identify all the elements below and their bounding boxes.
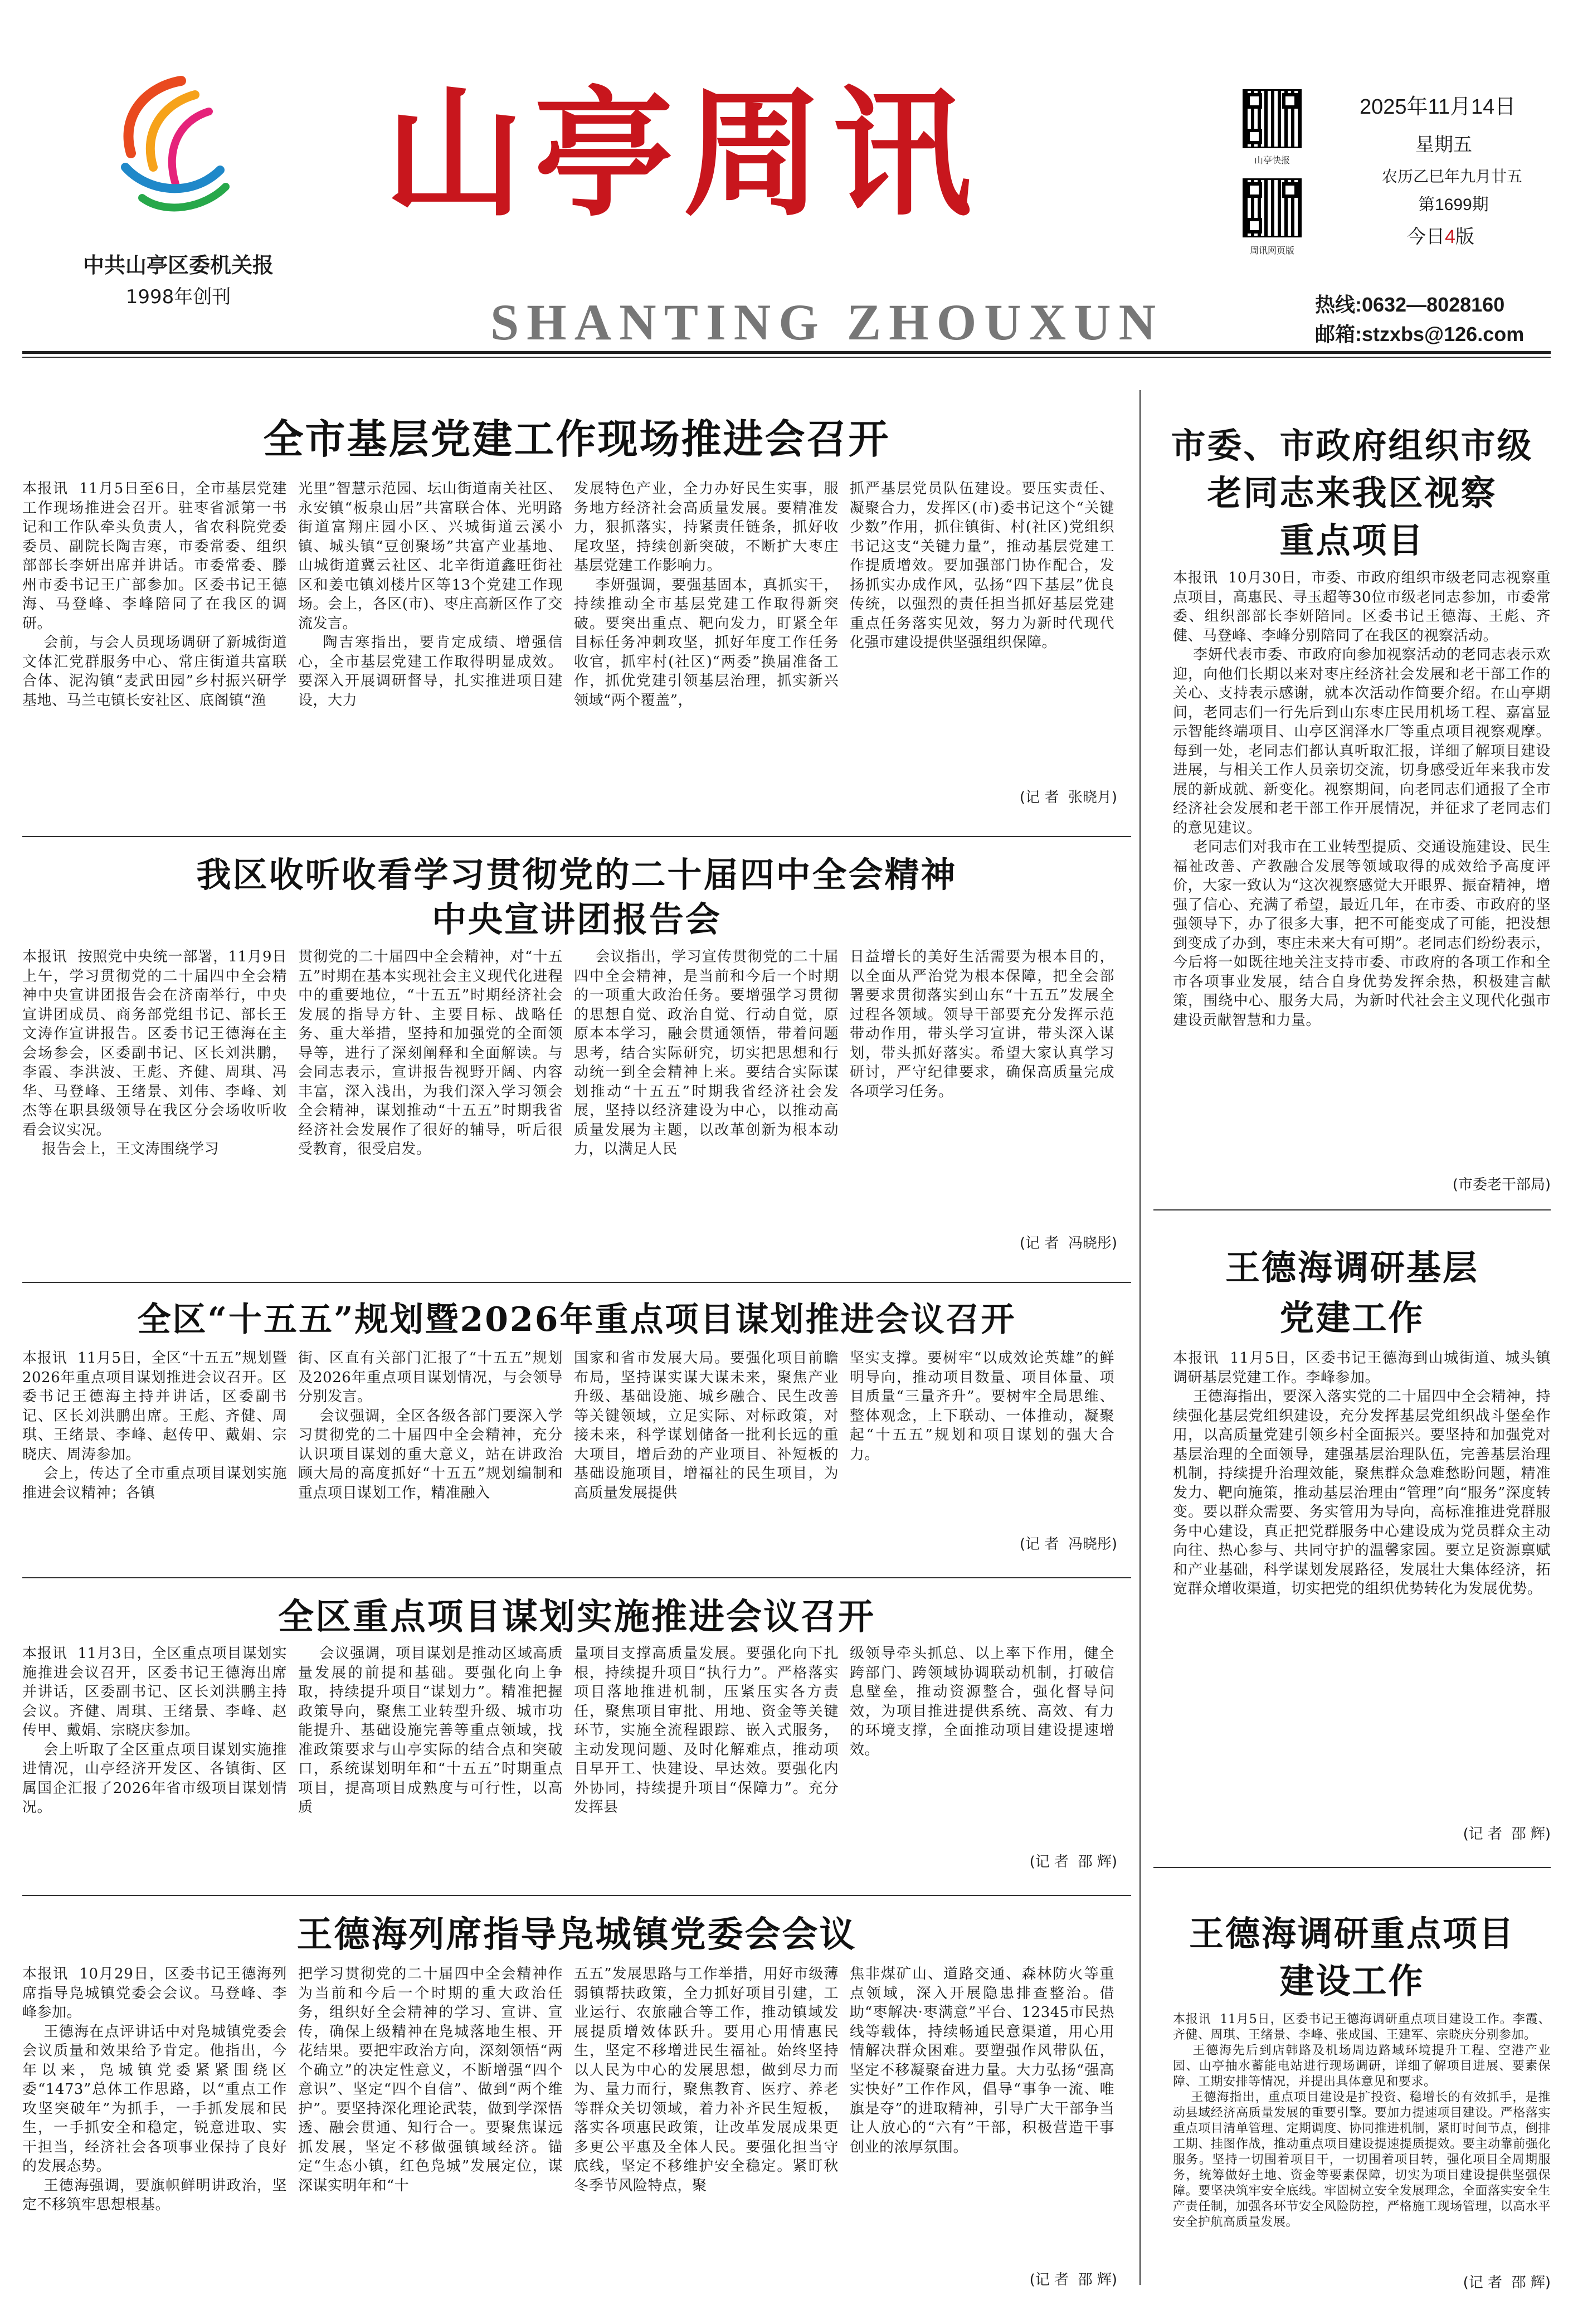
article-column: 发展特色产业，全力办好民生实事，服务地方经济社会高质量发展。要精准发力，狠抓落实，持紧责任链条，抓好收尾攻坚，持续创新突破，不断扩大枣庄基层党建工作影响力。 李妍强调，要强基固本，真抓实干，持续推动全市基层党建工作取得新突破。要突出重点、靶向发力，盯紧全年目标任务冲刺攻坚，抓好年度工作任务收官，抓牢村(社区)“两委”换届准备工作，抓优党建引领基层治理，抓实新兴领域“两个覆盖”，: [574, 480, 839, 709]
section-divider: [22, 1895, 1131, 1896]
section-divider: [22, 1282, 1131, 1283]
section-divider: [22, 1577, 1131, 1578]
article-column: 本报讯 10月29日，区委书记王德海列席指导凫城镇党委会会议。马登峰、李峰参加。 王德海在点评讲话中对凫城镇党委会会议质量和效果给予肯定。他指出，今年以来，凫城镇党委紧紧围绕区委“1473”总体工作思路，以“重点工作攻坚突破年”为抓手，一手抓发展和民生，一手抓安全和稳定，锐意进取、实干担当，经济社会各项事业保持了良好的发展态势。 王德海强调，要旗帜鲜明讲政治，坚定不移筑牢思想根基。: [22, 1966, 287, 2213]
email: 邮箱:stzxbs@126.com: [1315, 323, 1525, 346]
article-headline: 王德海列席指导凫城镇党委会会议: [296, 1914, 857, 1956]
article-column: 本报讯 11月5日，全区“十五五”规划暨2026年重点项目谋划推进会议召开。区委书记王德海主持并讲话，区委副书记、区长刘洪鹏出席。王彪、齐健、周琪、王绪景、李峰、赵传甲、戴娟、宗晓庆、周涛参加。 会上，传达了全市重点项目谋划实施推进会议精神；各镇: [22, 1350, 287, 1501]
page-count-prefix: 今日: [1407, 226, 1445, 247]
article-headline: 王德海调研重点项目: [1189, 1913, 1515, 1954]
article-headline: 市委、市政府组织市级: [1171, 425, 1533, 466]
masthead-title: 山亭周讯: [384, 71, 982, 235]
founded-year: 1998年创刊: [125, 286, 231, 308]
article-column: 本报讯 11月5日，区委书记王德海调研重点项目建设工作。李霞、齐健、周琪、王绪景、李峰、张成国、王建军、宗晓庆分别参加。 王德海先后到店韩路及机场周边路域环境提升工程、空港产业园、山亭抽水蓄能电站进行现场调研，详细了解项目进展、要素保障、工期安排等情况，并提出具体意见和要求。 王德海指出，重点项目建设是扩投资、稳增长的有效抓手，是推动县域经济高质量发展的重要引擎。要加力提速项目建设。严格落实重点项目清单管理、定期调度、协同推进机制，紧盯时间节点，倒排工期、挂图作战，推动重点项目建设提速提质提效。要主动靠前强化服务。坚持一切围着项目干，一切围着项目转，强化项目全周期服务，统筹做好土地、资金等要素保障，切实为项目建设提供坚强保障。要坚决筑牢安全底线。牢固树立安全发展理念，全面落实安全生产责任制，加强各环节安全风险防控，严格施工现场管理，以高水平安全护航高质量发展。: [1173, 2012, 1551, 2229]
article-column: 本报讯 11月5日，区委书记王德海到山城街道、城头镇调研基层党建工作。李峰参加。 王德海指出，要深入落实党的二十届四中全会精神，持续强化基层党组织建设，充分发挥基层党组织战斗堡垒作用，以高质量党建引领乡村全面振兴。要坚持和加强党对基层治理的全面领导，建强基层治理队伍，完善基层治理机制，持续提升治理效能，聚焦群众急难愁盼问题，精准发力、靶向施策，推动基层治理由“管理”向“服务”深度转变。要以群众需要、务实管用为导向，高标准推进党群服务中心建设，真正把党群服务中心建设成为党员群众主动向往、热心参与、共同守护的温馨家园。要立足资源禀赋和产业基础，科学谋划发展路径，发展壮大集体经济，拓宽群众增收渠道，切实把党的组织优势转化为发展优势。: [1173, 1350, 1551, 1597]
article-column: 会议强调，项目谋划是推动区域高质量发展的前提和基础。要强化向上争取，持续提升项目“谋划力”。精准把握政策导向，聚焦工业转型升级、城市功能提升、基础设施完善等重点领域，找准政策要求与山亭实际的结合点和突破口，系统谋划明年和“十五五”时期重点项目，提高项目成熟度与可行性，以高质: [298, 1645, 563, 1816]
article-column: 日益增长的美好生活需要为根本目的，以全面从严治党为根本保障，把全会部署要求贯彻落实到山东“十五五”发展全过程各领域。领导干部要充分发挥示范带动作用，带头学习宣讲，带头深入谋划，带头抓好落实。希望大家认真学习研讨，严守纪律要求，确保高质量完成各项学习任务。: [850, 949, 1114, 1100]
issue-number: 第1699期: [1418, 196, 1489, 214]
header-rule: [22, 351, 1551, 354]
article-subheadline: 中央宣讲团报告会: [431, 899, 722, 940]
article-headline: 全区重点项目谋划实施推进会议召开: [278, 1596, 875, 1638]
article-headline: 全市基层党建工作现场推进会召开: [263, 415, 890, 463]
weekday: 星期五: [1415, 134, 1472, 155]
page-count-suffix: 版: [1455, 226, 1474, 247]
article-column: 抓严基层党员队伍建设。要压实责任、凝聚合力，发挥区(市)委书记这个“关键少数”作用，抓住镇街、村(社区)党组织书记这支“关键力量”，推动基层党建工作提质增效。要加强部门协作配合，发扬抓实办成作风，弘扬“四下基层”优良传统，以强烈的责任担当抓好基层党建重点任务落实见效，努力为新时代现代化强市建设提供坚强组织保障。: [850, 480, 1114, 651]
qr-label: 山亭快报: [1254, 155, 1290, 166]
article-column: 量项目支撑高质量发展。要强化向下扎根，持续提升项目“执行力”。严格落实项目落地推进机制，压紧压实各方责任，聚焦项目审批、用地、资金等关键环节，实施全流程跟踪、嵌入式服务，主动发现问题、及时化解难点，推动项目早开工、快建设、早达效。要强化内外协同，持续提升项目“保障力”。充分发挥县: [574, 1645, 839, 1816]
article-column: 本报讯 按照党中央统一部署，11月9日上午，学习贯彻党的二十届四中全会精神中央宣讲团报告会在济南举行，中央宣讲团成员、商务部党组书记、部长王文涛作宣讲报告。区委书记王德海在主会场参会，区委副书记、区长刘洪鹏，李霞、李洪波、王彪、齐健、周琪、冯华、马登峰、王绪景、刘伟、李峰、刘杰等在职县级领导在我区分会场收听收看会议实况。 报告会上，王文涛围绕学习: [22, 949, 287, 1158]
masthead-pinyin: SHANTING ZHOUXUN: [490, 294, 1164, 351]
article-column: 焦非煤矿山、道路交通、森林防火等重点领域，深入开展隐患排查整治。借助“枣解决·枣满意”平台、12345市民热线等载体，持续畅通民意渠道，用心用情解决群众困难。要塑强作风带队伍，坚定不移凝聚奋进力量。大力弘扬“强高实快好”工作作风，倡导“事争一流、唯旗是夺”的进取精神，引导广大干部争当让人放心的“六有”干部，积极营造干事创业的浓厚氛围。: [850, 1966, 1114, 2156]
article-column: 把学习贯彻党的二十届四中全会精神作为当前和今后一个时期的重大政治任务，组织好全会精神的学习、宣讲、宣传，确保上级精神在凫城落地生根、开花结果。要把牢政治方向，深刻领悟“两个确立”的决定性意义，不断增强“四个意识”、坚定“四个自信”、做到“两个维护”。要坚持深化理论武装，做到学深悟透、融会贯通、知行合一。要聚焦谋远抓发展，坚定不移做强镇域经济。锚定“生态小镇，红色凫城”发展定位，谋深谋实明年和“十: [298, 1966, 563, 2194]
article-reporter: (记 者 邵 辉): [1463, 1826, 1551, 1842]
article-headline: 王德海调研基层: [1225, 1247, 1479, 1288]
article-column: 级领导牵头抓总、以上率下作用，健全跨部门、跨领域协调联动机制，打破信息壁垒，推动资源整合，强化督导问效，为项目推进提供系统、高效、有力的环境支撑，全面推动项目建设提速增效。: [850, 1645, 1114, 1758]
logo: [98, 64, 242, 231]
article-reporter: (记 者 冯晓彤): [1019, 1235, 1117, 1252]
header-rule-thin: [22, 357, 1551, 358]
article-subheadline: 建设工作: [1279, 1961, 1425, 2001]
article-column: 贯彻党的二十届四中全会精神，对“十五五”时期在基本实现社会主义现代化进程中的重要地位，“十五五”时期经济社会发展的指导方针、主要目标、战略任务、重大举措，坚持和加强党的全面领导等，进行了深刻阐释和全面解读。与会同志表示，宣讲报告视野开阔、内容丰富，深入浅出，为我们深入学习领会全会精神，谋划推动“十五五”时期我省经济社会发展作了很好的辅导，听后很受教育，很受启发。: [298, 949, 563, 1158]
article-column: 本报讯 10月30日，市委、市政府组织市级老同志视察重点项目，高惠民、寻玉超等30位市级老同志参加，市委常委、组织部部长李妍陪同。区委书记王德海、王彪、齐健、马登峰、李峰分别陪同了在我区的视察活动。 李妍代表市委、市政府向参加视察活动的老同志表示欢迎，向他们长期以来对枣庄经济社会发展和老干部工作的关心、支持表示感谢，就本次活动作简要介绍。在山亭期间，老同志们一行先后到山东枣庄民用机场工程、嘉富显示智能终端项目、山亭区润泽水厂等重点项目视察观摩。每到一处，老同志们都认真听取汇报，详细了解项目建设进展，与相关工作人员亲切交流，切身感受近年来我市发展的新成就、新变化。视察期间，向老同志们通报了全市经济社会发展和老干部工作开展情况，并征求了老同志们的意见建议。 老同志们对我市在工业转型提质、交通设施建设、民生福祉改善、产教融合发展等领域取得的成效给予高度评价，大家一致认为“这次视察感觉大开眼界、振奋精神，增强了信心、充满了希望，最近几年，在市委、市政府的坚强领导下，办了很多大事，把不可能变成了可能，把没想到变成了办到，枣庄未来大有可期”。老同志们纷纷表示，今后将一如既往地关注支持市委、市政府的各项工作和全市各项事业发展，结合自身优势发挥余热，积极建言献策，围绕中心、服务大局，为新时代社会主义现代化强市建设贡献智慧和力量。: [1173, 570, 1551, 1029]
qr-code-icon[interactable]: [1243, 178, 1302, 237]
logo-caption: 中共山亭区委机关报: [82, 253, 274, 278]
article-reporter: (市委老干部局): [1452, 1176, 1551, 1193]
qr-code-icon[interactable]: [1243, 89, 1302, 148]
article-headline: 我区收听收看学习贯彻党的二十届四中全会精神: [196, 854, 957, 895]
article-column: 国家和省市发展大局。要强化项目前瞻布局，坚持谋实谋大谋未来，聚焦产业升级、基础设施、城乡融合、民生改善等关键领域，立足实际、对标政策，对接未来，科学谋划储备一批利长远的重大项目，增后劲的产业项目、补短板的基础设施项目，增福社的民生项目，为高质量发展提供: [574, 1350, 839, 1501]
page-count-number: 4: [1445, 226, 1455, 247]
issue-date: 2025年11月14日: [1360, 95, 1516, 119]
article-reporter: (记 者 邵 辉): [1029, 2272, 1117, 2288]
logo-icon: [98, 64, 242, 231]
page-count: [1407, 226, 1474, 249]
article-column: 本报讯 11月3日，全区重点项目谋划实施推进会议召开，区委书记王德海出席并讲话，区委副书记、区长刘洪鹏主持会议。齐健、周琪、王绪景、李峰、赵传甲、戴娟、宗晓庆参加。 会上听取了全区重点项目谋划实施推进情况，山亭经济开发区、各镇街、区属国企汇报了2026年省市级项目谋划情况。: [22, 1645, 287, 1816]
article-subheadline: 重点项目: [1279, 520, 1425, 561]
article-column: 会议指出，学习宣传贯彻党的二十届四中全会精神，是当前和今后一个时期的一项重大政治任务。要增强学习贯彻的思想自觉、政治自觉、行动自觉，原原本本学习，融会贯通领悟，带着问题思考，结合实际研究，切实把思想和行动统一到全会精神上来。要结合实际谋划推动“十五五”时期我省经济社会发展，坚持以经济建设为中心，以推动高质量发展为主题，以改革创新为根本动力，以满足人民: [574, 949, 839, 1158]
article-reporter: (记 者 冯晓彤): [1019, 1536, 1117, 1553]
article-column: 五五”发展思路与工作举措，用好市级薄弱镇帮扶政策，全力抓好项目引建，工业运行、农旅融合等工作，推动镇域发展提质增效体跃升。要用心用情惠民生，坚定不移增进民生福祉。始终坚持以人民为中心的发展思想，做到尽力而为、量力而行，聚焦教育、医疗、养老等群众关切领域，着力补齐民生短板，落实各项惠民政策，让改革发展成果更多更公平惠及全体人民。要强化担当守底线，坚定不移维护安全稳定。紧盯秋冬季节风险特点，聚: [574, 1966, 839, 2194]
section-divider: [22, 836, 1131, 837]
article-subheadline: 老同志来我区视察: [1207, 473, 1497, 513]
qr-label: 周讯网页版: [1249, 245, 1294, 256]
article-column: 街、区直有关部门汇报了“十五五”规划及2026年重点项目谋划情况，与会领导分别发言。 会议强调，全区各级各部门要深入学习贯彻党的二十届四中全会精神，充分认识项目谋划的重大意义，站在讲政治顾大局的高度抓好“十五五”规划编制和重点项目谋划工作，精准融入: [298, 1350, 563, 1501]
section-divider: [1153, 1867, 1551, 1868]
article-column: 坚实支撑。要树牢“以成效论英雄”的鲜明导向，推动项目数量、项目体量、项目质量“三量齐升”。要树牢全局思维、整体观念，上下联动、一体推动，凝聚起“十五五”规划和项目谋划的强大合力。: [850, 1350, 1114, 1463]
article-subheadline: 党建工作: [1279, 1297, 1425, 1338]
lunar-date: 农历乙巳年九月廿五: [1382, 168, 1523, 185]
article-column: 本报讯 11月5日至6日，全市基层党建工作现场推进会召开。驻枣省派第一书记和工作队牵头负责人，省农科院党委委员、副院长陶吉寒，市委常委、组织部部长李妍出席并讲话。市委常委、滕州市委书记王广部参加。区委书记王德海、马登峰、李峰陪同了在我区的调研。 会前，与会人员现场调研了新城街道文体汇党群服务中心、常庄街道共富联合体、泥沟镇“麦武田园”乡村振兴研学基地、马兰屯镇长安社区、底阁镇“渔: [22, 480, 287, 709]
article-reporter: (记 者 张晓月): [1019, 789, 1117, 806]
article-column: 光里”智慧示范园、坛山街道南关社区、永安镇“板泉山居”共富联合体、光明路街道富翔庄园小区、兴城街道云溪小镇、城头镇“豆创聚场”共富产业基地、山城街道冀云社区、北辛街道鑫旺街社区和姜屯镇刘楼片区等13个党建工作现场。会上，各区(市)、枣庄高新区作了交流发言。 陶吉寒指出，要肯定成绩、增强信心，全市基层党建工作取得明显成效。要深入开展调研督导，扎实推进项目建设，大力: [298, 480, 563, 709]
article-reporter: (记 者 邵 辉): [1463, 2274, 1551, 2291]
article-headline: 全区“十五五”规划暨2026年重点项目谋划推进会议召开: [137, 1300, 1016, 1339]
hotline: 热线:0632—8028160: [1315, 293, 1505, 316]
article-reporter: (记 者 邵 辉): [1029, 1854, 1117, 1870]
section-divider: [1153, 1209, 1551, 1210]
column-divider: [1139, 390, 1141, 2285]
